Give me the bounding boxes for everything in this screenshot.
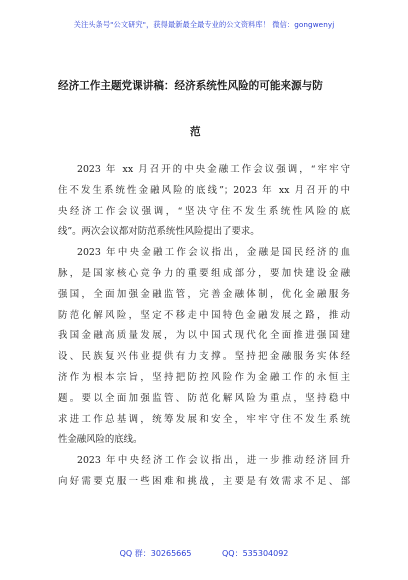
- paragraph-1-line-4: 线”。两次会议都对防范系统性风险提出了要求。: [58, 226, 260, 238]
- paragraph-1-line-3: 央经济工作会议强调，“坚决守住不发生系统性风险的底: [58, 205, 350, 217]
- footer-contact: [0, 548, 408, 559]
- paragraph-2-line-9: 求进工作总基调，统筹发展和安全，牢牢守住不发生系统: [58, 413, 350, 425]
- footer-qq-group: QQ 群：30265665: [119, 549, 192, 558]
- paragraph-3-line-1: 2023 年中央经济工作会议指出，进一步推动经济回升: [77, 455, 350, 467]
- paragraph-2-line-7: 济作为根本宗旨，坚持把防控风险作为金融工作的永恒主: [58, 371, 350, 383]
- paragraph-1-line-1: 2023 年 xx 月召开的中央金融工作会议强调，“牢牢守: [77, 164, 350, 175]
- footer-qq-number: QQ：535304092: [222, 549, 289, 558]
- document-title-line-2: 范: [190, 126, 201, 138]
- paragraph-2-line-10: 性金融风险的底线。: [58, 434, 143, 446]
- paragraph-2-line-1: 2023 年中央金融工作会议指出，金融是国民经济的血: [77, 247, 350, 259]
- paragraph-3-line-2: 向好需要克服一些困难和挑战，主要是有效需求不足、部: [58, 475, 350, 487]
- paragraph-2-line-8: 题。要以全面加强监管、防范化解风险为重点，坚持稳中: [58, 392, 350, 404]
- paragraph-1-line-2: 住不发生系统性金融风险的底线”；2023 年 xx 月召开的中: [58, 184, 350, 196]
- document-body: [58, 160, 350, 493]
- paragraph-2-line-5: 我国金融高质量发展，为以中国式现代化全面推进强国建: [58, 330, 350, 342]
- header-promo-note: 关注头条号"公文研究"，获得最新最全最专业的公文资料库！ 微信：gongwenyj: [73, 20, 335, 29]
- paragraph-2-line-6: 设、民族复兴伟业提供有力支撑。坚持把金融服务实体经: [58, 351, 350, 363]
- paragraph-2-line-2: 脉，是国家核心竞争力的重要组成部分，要加快建设金融: [58, 267, 350, 279]
- paragraph-2-line-4: 防范化解风险，坚定不移走中国特色金融发展之路，推动: [58, 309, 350, 321]
- paragraph-2-line-3: 强国，全面加强金融监管，完善金融体制，优化金融服务: [58, 288, 350, 300]
- document-title-line-1: 经济工作主题党课讲稿：经济系统性风险的可能来源与防: [58, 80, 323, 92]
